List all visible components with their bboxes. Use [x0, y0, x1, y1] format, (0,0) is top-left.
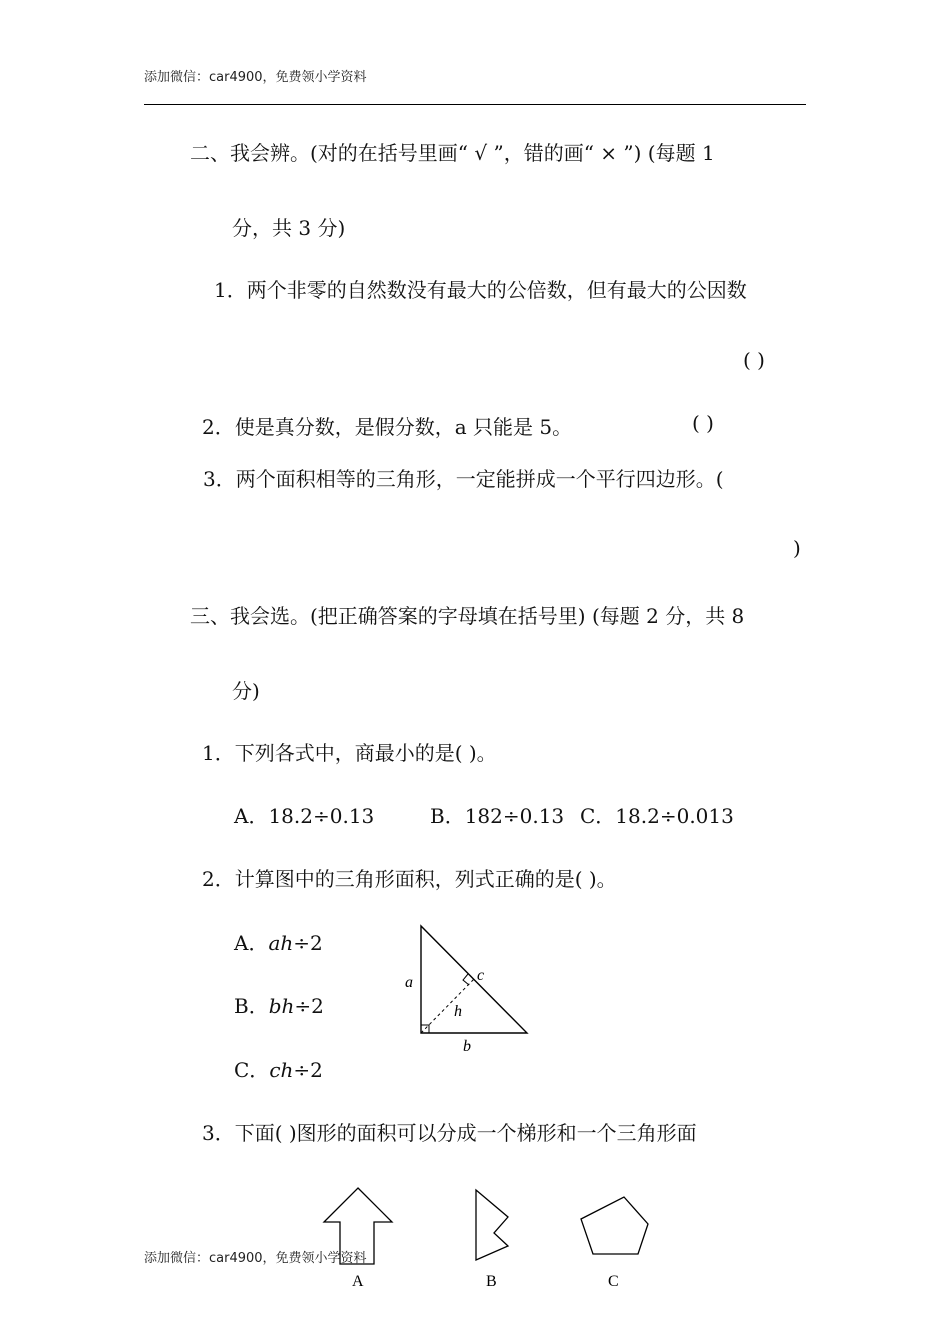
- option-c-prefix: C．: [234, 1058, 270, 1082]
- option-b-rest: ÷2: [294, 994, 324, 1018]
- option-b-var: bh: [268, 994, 295, 1018]
- s2-q3-text: 3．两个面积相等的三角形，一定能拼成一个平行四边形。(: [203, 467, 724, 491]
- shape-label-b: B: [486, 1273, 497, 1290]
- header-rule: [144, 104, 806, 105]
- s3-q2-option-a[interactable]: [234, 927, 323, 956]
- label-b: b: [463, 1038, 471, 1055]
- s2-q1-text: 1．两个非零的自然数没有最大的公倍数，但有最大的公因数: [214, 278, 747, 302]
- option-a-prefix: A．: [234, 931, 269, 955]
- s3-q1-option-c[interactable]: C．18.2÷0.013: [580, 804, 734, 828]
- s2-q3-answer-paren-close[interactable]: ): [793, 536, 801, 560]
- height-right-angle-mark: [463, 974, 469, 985]
- section3-title-line2: 分): [232, 679, 260, 703]
- section2-title-line2: 分，共 3 分): [232, 216, 346, 240]
- page-footer: 添加微信：car4900，免费领小学资料: [144, 1251, 367, 1266]
- option-b-prefix: B．: [234, 994, 269, 1018]
- option-c-var: ch: [269, 1058, 294, 1082]
- right-triangle: [421, 926, 527, 1033]
- shape-label-c: C: [608, 1273, 619, 1290]
- s2-q2-text: 2．使是真分数，是假分数，a 只能是 5。: [202, 415, 573, 439]
- s3-q2-option-b[interactable]: [234, 990, 324, 1019]
- s2-q1-answer-paren[interactable]: ( ): [743, 348, 765, 372]
- section3-title-line1: 三、我会选。(把正确答案的字母填在括号里) (每题 2 分，共 8: [190, 604, 745, 628]
- option-a-rest: ÷2: [293, 931, 323, 955]
- s3-q3-text: 3．下面( )图形的面积可以分成一个梯形和一个三角形面: [202, 1121, 697, 1145]
- s3-q1-text: 1．下列各式中，商最小的是( )。: [202, 741, 497, 765]
- triangle-figure: [395, 920, 535, 1060]
- s3-q2-text: 2．计算图中的三角形面积，列式正确的是( )。: [202, 867, 617, 891]
- shape-label-a: A: [352, 1273, 364, 1290]
- label-a: a: [405, 974, 413, 991]
- option-c-rest: ÷2: [293, 1058, 323, 1082]
- section2-title-line1: 二、我会辨。(对的在括号里画“ √ ”，错的画“ × ”) (每题 1: [190, 141, 715, 165]
- s2-q2-answer-paren[interactable]: ( ): [692, 411, 714, 435]
- s3-q1-option-b[interactable]: B．182÷0.13: [430, 804, 565, 828]
- s3-q2-option-c[interactable]: [234, 1054, 323, 1083]
- s3-q1-option-a[interactable]: A．18.2÷0.13: [234, 804, 375, 828]
- shape-c-pentagon[interactable]: [581, 1197, 648, 1254]
- shape-b-notched[interactable]: [476, 1190, 508, 1260]
- page-header: 添加微信：car4900，免费领小学资料: [144, 70, 367, 85]
- option-a-var: ah: [268, 931, 294, 955]
- label-h: h: [454, 1003, 462, 1020]
- q3-shapes: [300, 1180, 680, 1300]
- label-c: c: [477, 967, 485, 984]
